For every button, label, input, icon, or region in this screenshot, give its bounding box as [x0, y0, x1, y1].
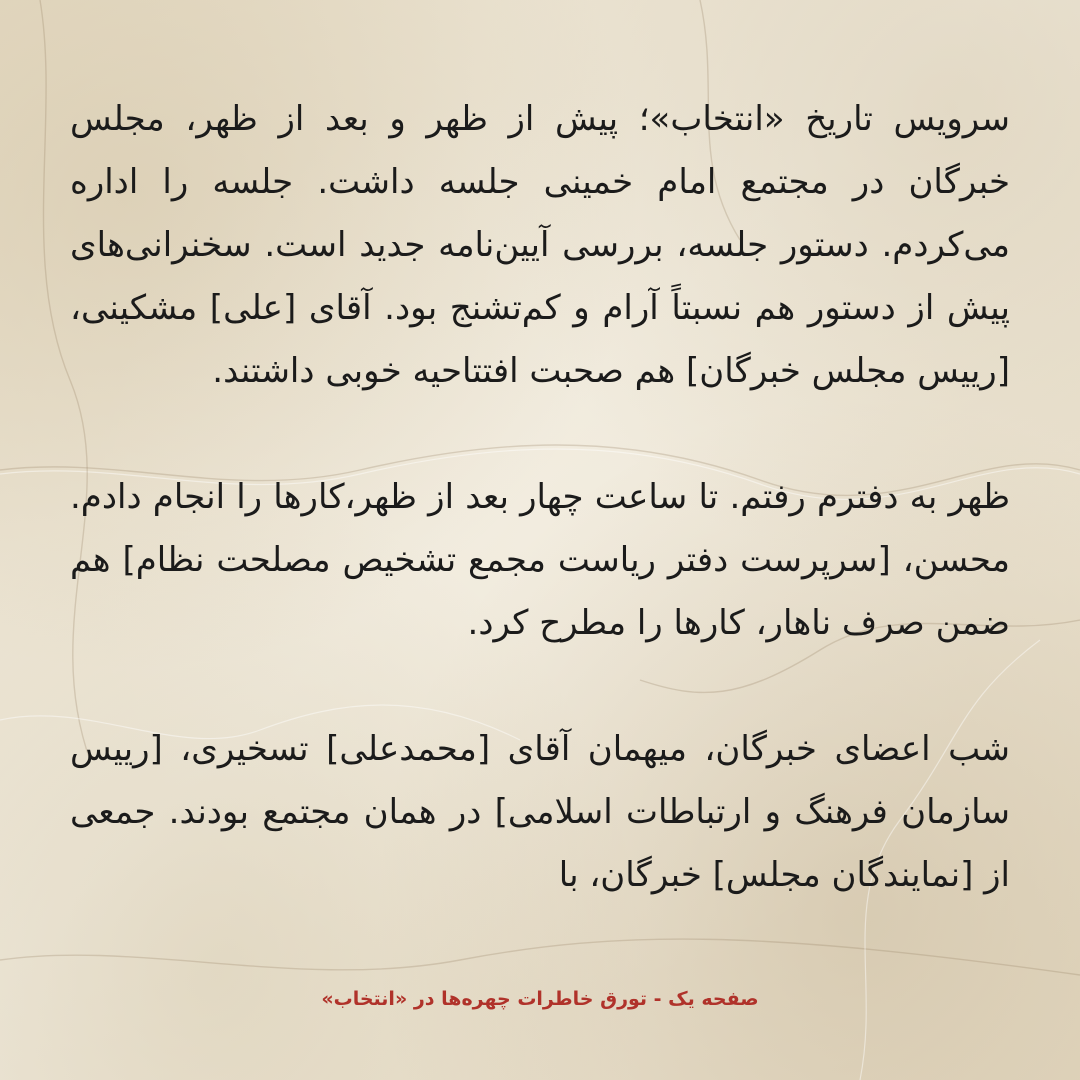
memoir-paragraph-1: سرویس تاریخ «انتخاب»؛ پیش از ظهر و بعد از ظهر، مجلس خبرگان در مجتمع امام خمینی جلسه داشت. جلسه را اداره می‌کردم. دستور جلسه، بررسی آیین‌نامه جدید است. سخنرانی‌های پیش از دستور هم نسبتاً آرام و کم‌تشنج بود. آقای [علی] مشکینی، [رییس مجلس خبرگان] هم صحبت افتتاحیه خوبی داشتند. — [70, 99, 1010, 391]
page-caption: صفحه یک - تورق خاطرات چهره‌ها در «انتخاب» — [321, 988, 759, 1010]
memoir-paragraph-2: ظهر به دفترم رفتم. تا ساعت چهار بعد از ظهر،کارها را انجام دادم. محسن، [سرپرست دفتر ریاست مجمع تشخیص مصلحت نظام] هم ضمن صرف ناهار، کارها را مطرح کرد. — [70, 477, 1010, 643]
memoir-paragraph-3: شب اعضای خبرگان، میهمان آقای [محمدعلی] تسخیری، [رییس سازمان فرهنگ و ارتباطات اسلامی] در همان مجتمع بودند. جمعی از [نمایندگان مجلس] خبرگان، با — [70, 729, 1010, 895]
memoir-page — [70, 88, 1010, 907]
